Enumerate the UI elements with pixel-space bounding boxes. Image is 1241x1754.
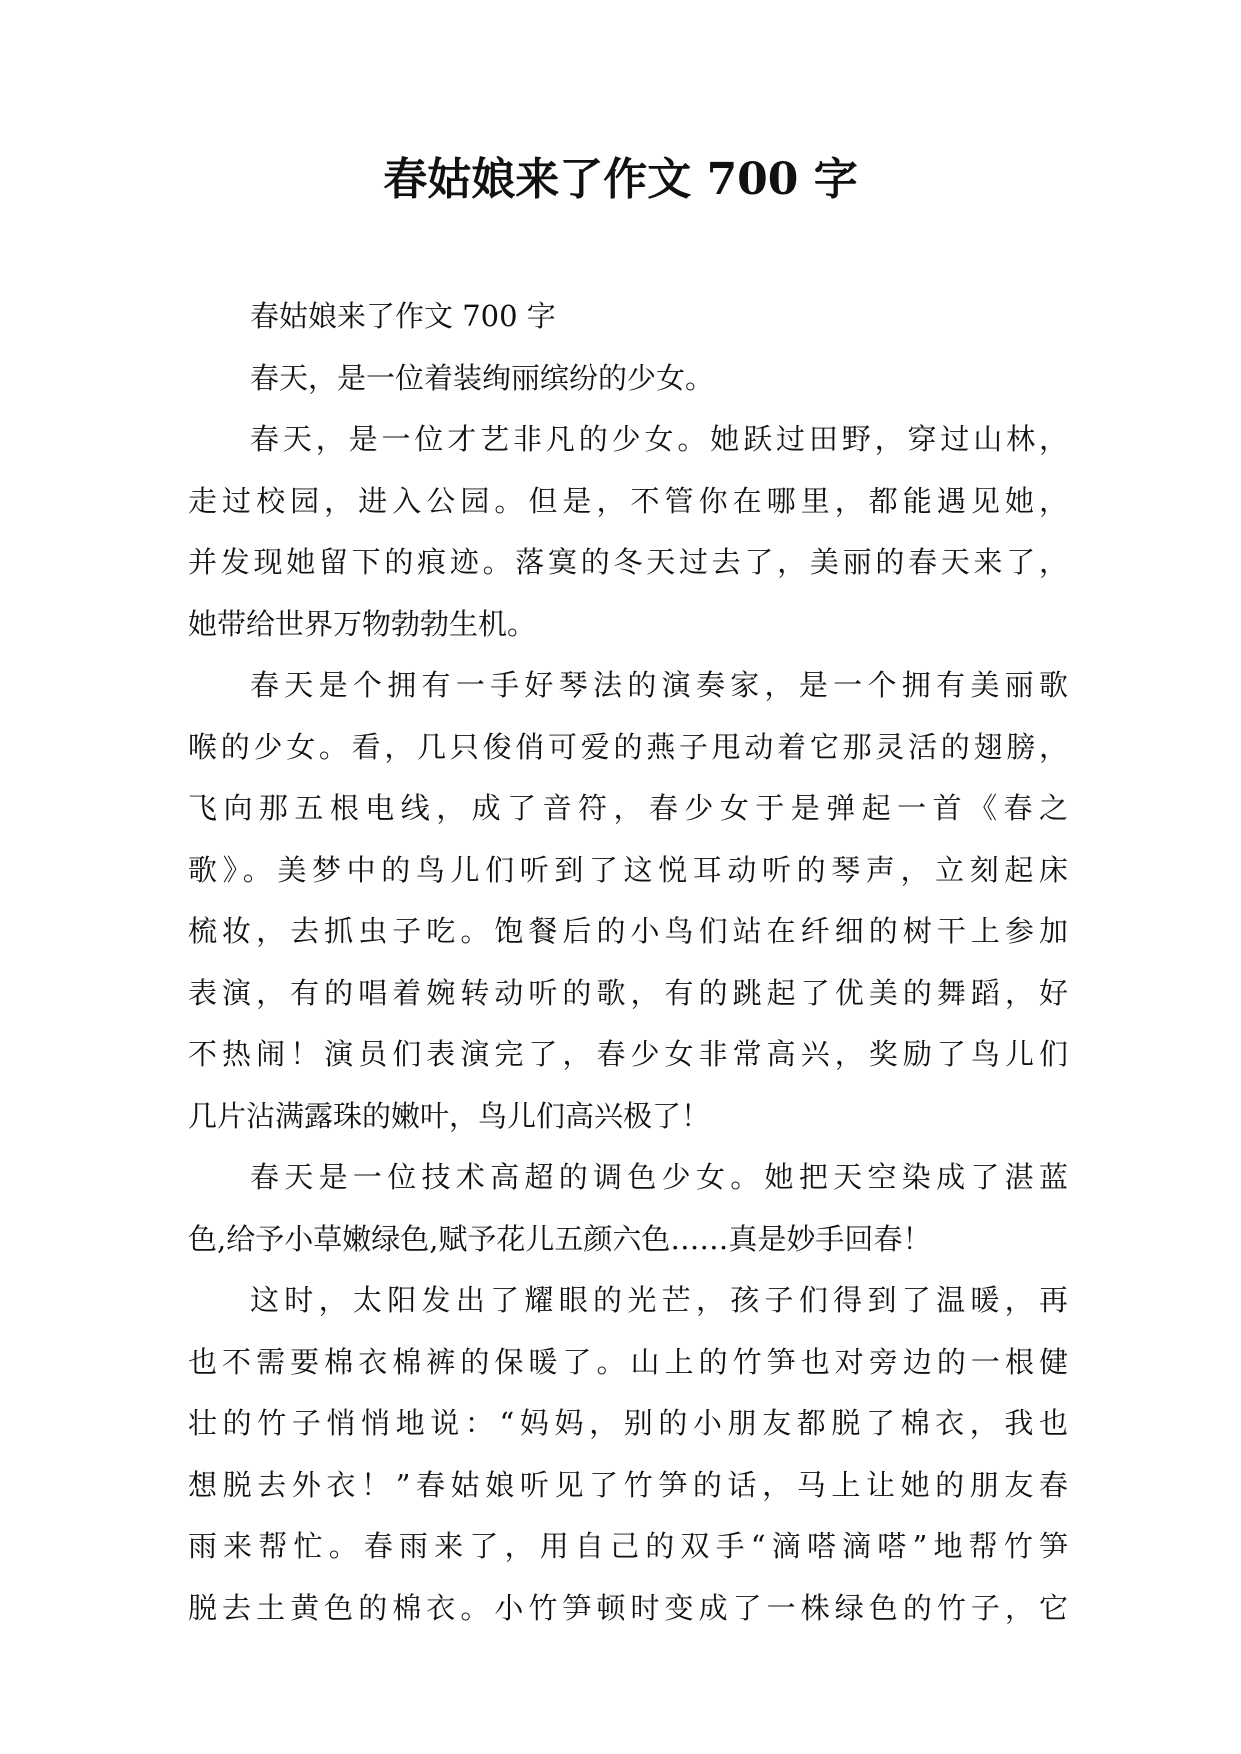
paragraph-line: 也不需要棉衣棉裤的保暖了。山上的竹笋也对旁边的一根健 (188, 1344, 1068, 1379)
paragraph-line: 这时，太阳发出了耀眼的光芒，孩子们得到了温暖，再 (250, 1283, 1068, 1317)
paragraph (188, 1270, 1068, 1639)
paragraph-line: 雨来帮忙。春雨来了，用自己的双手“滴嗒滴嗒”地帮竹笋 (188, 1529, 1068, 1563)
paragraph-line: 春天，是一位才艺非凡的少女。她跃过田野，穿过山林， (250, 422, 1068, 456)
paragraph-line: 脱去土黄色的棉衣。小竹笋顿时变成了一株绿色的竹子，它 (188, 1590, 1068, 1625)
paragraph (188, 1147, 1068, 1270)
paragraph-line: 春姑娘来了作文 700 字 (250, 299, 556, 333)
paragraph (188, 286, 1068, 348)
paragraph-line: 喉的少女。看，几只俊俏可爱的燕子甩动着它那灵活的翅膀， (188, 729, 1068, 764)
paragraph (188, 348, 1068, 410)
paragraph (188, 655, 1068, 1147)
paragraph-line: 飞向那五根电线，成了音符，春少女于是弹起一首《春之 (188, 791, 1068, 825)
paragraph-line: 歌》。美梦中的鸟儿们听到了这悦耳动听的琴声，立刻起床 (188, 852, 1068, 887)
paragraph-line: 春天是个拥有一手好琴法的演奏家，是一个拥有美丽歌 (250, 668, 1068, 702)
document-body (188, 286, 1068, 1639)
paragraph-line: 色,给予小草嫩绿色,赋予花儿五颜六色……真是妙手回春！ (188, 1221, 932, 1256)
paragraph-line: 表演，有的唱着婉转动听的歌，有的跳起了优美的舞蹈，好 (188, 975, 1068, 1010)
paragraph-line: 走过校园，进入公园。但是，不管你在哪里，都能遇见她， (188, 483, 1068, 518)
paragraph-line: 春天是一位技术高超的调色少女。她把天空染成了湛蓝 (250, 1160, 1068, 1194)
paragraph (188, 409, 1068, 655)
paragraph-line: 梳妆，去抓虫子吃。饱餐后的小鸟们站在纤细的树干上参加 (188, 914, 1068, 948)
document-title: 春姑娘来了作文 700 字 (383, 154, 858, 205)
paragraph-line: 壮的竹子悄悄地说：“妈妈，别的小朋友都脱了棉衣，我也 (188, 1406, 1068, 1440)
paragraph-line: 她带给世界万物勃勃生机。 (188, 606, 537, 641)
paragraph-line: 几片沾满露珠的嫩叶，鸟儿们高兴极了！ (188, 1098, 711, 1133)
paragraph-line: 想脱去外衣！”春姑娘听见了竹笋的话，马上让她的朋友春 (188, 1467, 1068, 1502)
paragraph-line: 不热闹！演员们表演完了，春少女非常高兴，奖励了鸟儿们 (188, 1037, 1068, 1071)
paragraph-line: 春天，是一位着装绚丽缤纷的少女。 (250, 360, 715, 395)
paragraph-line: 并发现她留下的痕迹。落寞的冬天过去了，美丽的春天来了， (188, 545, 1068, 579)
